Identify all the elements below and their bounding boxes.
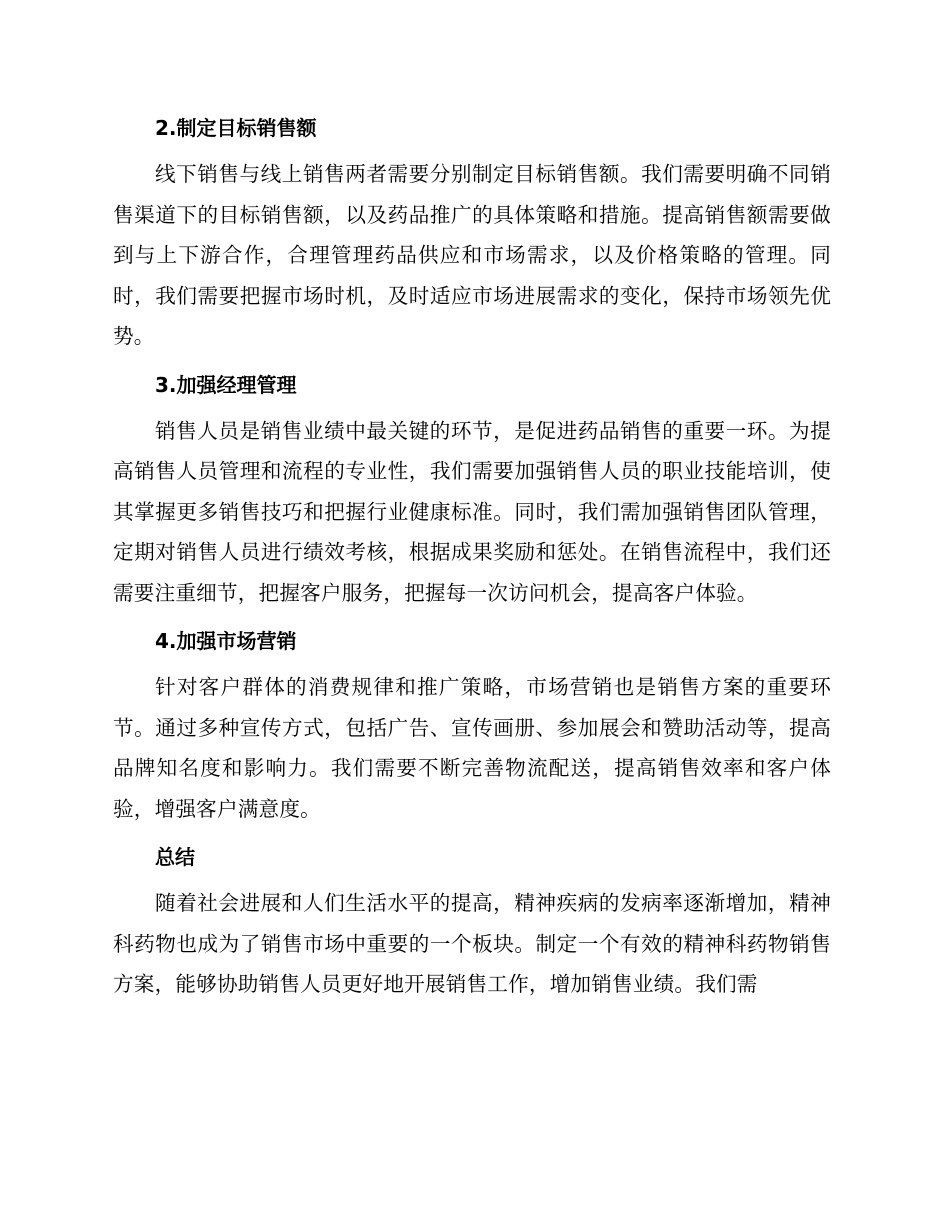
document-body	[113, 108, 831, 1013]
section-heading-target-sales: 2.制定目标销售额	[155, 116, 317, 140]
section-paragraph-summary: 随着社会进展和人们生活水平的提高，精神疾病的发病率逐渐增加，精神科药物也成为了销售市场中重要的一个板块。制定一个有效的精神科药物销售方案，能够协助销售人员更好地开展销售工作，增加销售业绩。我们需	[113, 891, 831, 996]
section-paragraph-manager-management: 销售人员是销售业绩中最关键的环节，是促进药品销售的重要一环。为提高销售人员管理和流程的专业性，我们需要加强销售人员的职业技能培训，使其掌握更多销售技巧和把握行业健康标准。同时，我们需加强销售团队管理，定期对销售人员进行绩效考核，根据成果奖励和惩处。在销售流程中，我们还需要注重细节，把握客户服务，把握每一次访问机会，提高客户体验。	[113, 418, 831, 605]
section-paragraph-target-sales: 线下销售与线上销售两者需要分别制定目标销售额。我们需要明确不同销售渠道下的目标销售额，以及药品推广的具体策略和措施。提高销售额需要做到与上下游合作，合理管理药品供应和市场需求，以及价格策略的管理。同时，我们需要把握市场时机，及时适应市场进展需求的变化，保持市场领先优势。	[113, 162, 831, 348]
section-heading-summary: 总结	[155, 845, 195, 869]
section-paragraph-marketing: 针对客户群体的消费规律和推广策略，市场营销也是销售方案的重要环节。通过多种宣传方式，包括广告、宣传画册、参加展会和赞助活动等，提高品牌知名度和影响力。我们需要不断完善物流配送，提高销售效率和客户体验，增强客户满意度。	[113, 675, 831, 821]
section-heading-marketing: 4.加强市场营销	[155, 629, 297, 653]
section-heading-manager-management: 3.加强经理管理	[155, 372, 297, 397]
